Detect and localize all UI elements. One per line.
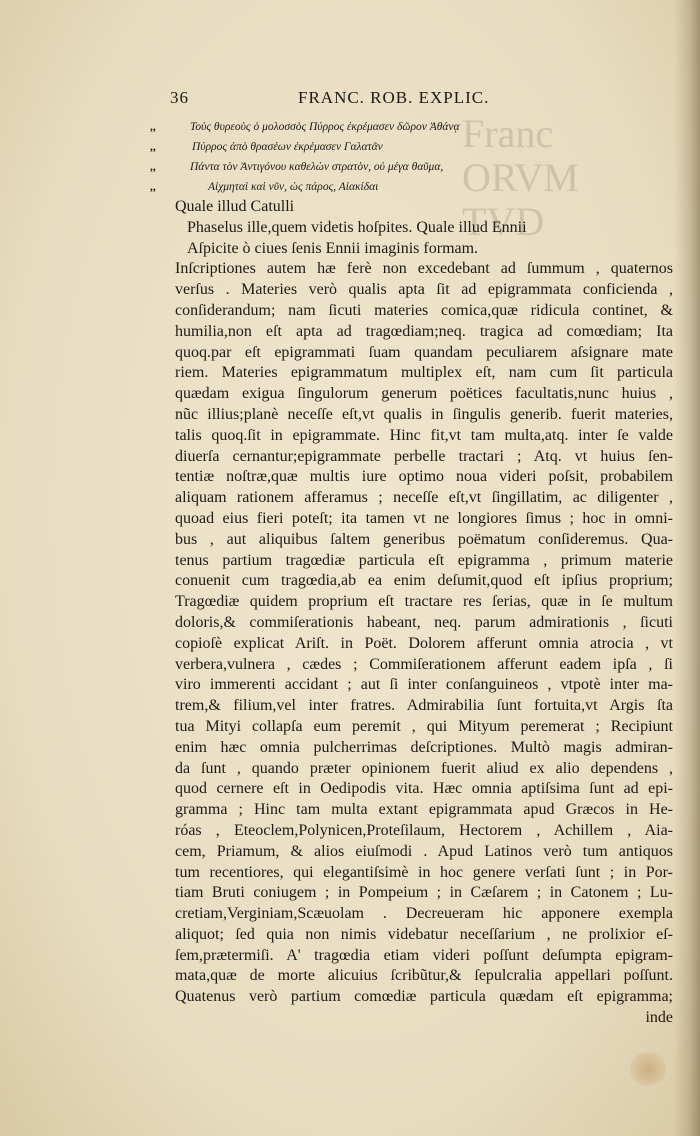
text-line: tentiæ noſtræ,quæ multis iure optimo noua videri poſsit, probabilem bbox=[175, 468, 673, 486]
text-line: aliquam rationem afferamus ; neceſſe eſt,vt ſingillatim, ac diligenter , bbox=[175, 489, 673, 507]
text-line: aliquot; ſed quia non nimis videbatur neceſſarium , ne prolixior eſ- bbox=[175, 925, 673, 943]
greek-line bbox=[150, 137, 480, 157]
text-line: Quale illud Catulli bbox=[175, 198, 295, 215]
text-line: cretiam,Verginiam,Scæuolam . Decreueram hic apponere exempla bbox=[175, 905, 673, 923]
quote-mark: ,, bbox=[150, 141, 156, 153]
text-line: riem. Materies epigrammatum multiplex eſt, nam cum ſit particula bbox=[175, 364, 673, 382]
text-line: copioſè explicat Ariſt. in Poët. Dolorem afferunt omnia atrocia , vt bbox=[175, 634, 673, 652]
greek-quotation bbox=[150, 117, 480, 197]
text-line: Aſpicite ò ciues ſenis Ennii imaginis formam. bbox=[187, 239, 479, 257]
text-line: viro immerenti accidant ; aut ſi inter conſanguineos , vtpotè inter ma- bbox=[175, 676, 673, 694]
text-line: quoq.par eſt epigrammati ſuam quandam peculiarem aſsignare mate bbox=[175, 343, 673, 361]
text-line: Quatenus verò partium comœdiæ particula quædam eſt epigramma; bbox=[175, 988, 673, 1006]
text-line: trem,& filium,vel inter fratres. Admirabilia ſunt fortuita,vt Argis ſta bbox=[175, 697, 673, 715]
greek-line bbox=[150, 157, 480, 177]
text-line: verſus . Materies verò qualis apta ſit ad epigrammata conficienda , bbox=[175, 281, 673, 299]
text-line: gramma ; Hinc tam multa extant epigrammata apud Græcos in He- bbox=[175, 801, 673, 819]
text-line: mata,quæ de morte alicuius ſcribũtur,& ſepulcralia appellari poſſunt. bbox=[175, 967, 673, 985]
text-line: quod cernere eſt in Oedipodis vita. Hæc omnia aptiſsima ſunt ad epi- bbox=[175, 780, 673, 798]
quote-mark: ,, bbox=[150, 181, 156, 193]
text-line: humilia,non eſt apta ad tragœdiam;neq. tragica ad comœdiam; Ita bbox=[175, 322, 673, 340]
text-line: cem, Priamum, & alios eiuſmodi . Apud Latinos verò tum antiquos bbox=[175, 842, 673, 860]
text-line: Phaselus ille,quem videtis hoſpites. Quale illud Ennii bbox=[187, 218, 527, 236]
text-line: tenus partium tragœdiæ particula eſt epigramma , primum materie bbox=[175, 551, 673, 569]
paper-stain bbox=[630, 1052, 666, 1086]
text-line: ſem,prætermiſi. A' tragœdia etiam videri poſſunt deſumpta epigram- bbox=[175, 946, 673, 964]
page-number: 36 bbox=[170, 88, 189, 107]
text-line: doloris,& commiſerationis habeant, neq. parum admirationis , ſicuti bbox=[175, 613, 673, 631]
text-line: tua Mityi collapſa eum peremit , qui Mityum peremerat ; Recipiunt bbox=[175, 717, 673, 735]
greek-line-text: Τοὺς θυρεοὺς ὁ μολοσσὸς Πύρρος ἐκρέμασεν δῶρον Ἀθάνᾳ bbox=[190, 121, 460, 133]
bleed-through-text: Franc ORVM TVD bbox=[462, 111, 579, 244]
page-header bbox=[170, 88, 670, 112]
page-gutter-shadow bbox=[674, 0, 700, 1136]
body-text bbox=[175, 197, 673, 1029]
text-line: quoad eius fieri poteſt; ita tamen vt ne longiores ſimus ; hoc in omni- bbox=[175, 509, 673, 527]
greek-line-text: Πάντα τὸν Ἀντιγόνου καθελὼν στρατὸν, οὐ μέγα θαῦμα, bbox=[190, 161, 444, 173]
quote-mark: ,, bbox=[150, 161, 156, 173]
text-line: da ſunt , quando præter opinionem fuerit aliud ex alio dependens , bbox=[175, 759, 673, 777]
text-line: bus , aut aliquibus ſaltem generibus poëmatum conſideremus. Qua- bbox=[175, 530, 673, 548]
text-line: talis quoq.ſit in epigrammate. Hinc fit,vt tam multa,atq. inter ſe valde bbox=[175, 426, 673, 444]
greek-line bbox=[150, 177, 480, 197]
text-line: Inſcriptiones autem hæ ferè non excedebant ad ſummum , quaternos bbox=[175, 260, 673, 278]
quote-mark: ,, bbox=[150, 121, 156, 133]
greek-line bbox=[150, 117, 480, 137]
running-head: FRANC. ROB. EXPLIC. bbox=[298, 88, 490, 107]
text-line: enim hæc omnia pulcherrimas deſcriptiones. Multò magis admiran- bbox=[175, 738, 673, 756]
text-line: conſiderandum; nam ſicuti materies comica,quæ ridicula continet, & bbox=[175, 301, 673, 319]
greek-line-text: Πύρρος ἀπὸ θρασέων ἐκρέμασεν Γαλατᾶν bbox=[192, 141, 383, 153]
text-line: nũc illius;planè neceſſe eſt,vt qualis in ſingulis generib. fuerit materies, bbox=[175, 405, 673, 423]
text-line: róas , Eteoclem,Polynicen,Proteſilaum, Hectorem , Achillem , Aia- bbox=[175, 821, 673, 839]
catchword: inde bbox=[645, 1009, 673, 1027]
text-line: diuerſa cernantur;epigrammate perbelle tractari ; Atq. vt huius ſen- bbox=[175, 447, 673, 465]
text-line: verbera,vulnera , cædes ; Commiſerationem afferunt eadem ipſa , ſi bbox=[175, 655, 673, 673]
text-line: quædam exigua ſingulorum generum poëtices facultatis,nunc huius , bbox=[175, 385, 673, 403]
text-line: tiam Bruti coniugem ; in Pompeium ; in Cæſarem ; in Catonem ; Lu- bbox=[175, 884, 673, 902]
text-line: Tragœdiæ quidem proprium eſt tractare res ſerias, quæ in ſe multum bbox=[175, 593, 673, 611]
text-line: tum recentiores, qui elegantiſsimè in hoc genere verſati ſunt ; in Por- bbox=[175, 863, 673, 881]
greek-line-text: Αἰχμηταὶ καὶ νῦν, ὡς πάρος, Αἰακίδαι bbox=[208, 181, 379, 193]
text-line: conuenit cum tragœdia,ab ea enim deſumit,quod eſt ipſius proprium; bbox=[175, 572, 673, 590]
